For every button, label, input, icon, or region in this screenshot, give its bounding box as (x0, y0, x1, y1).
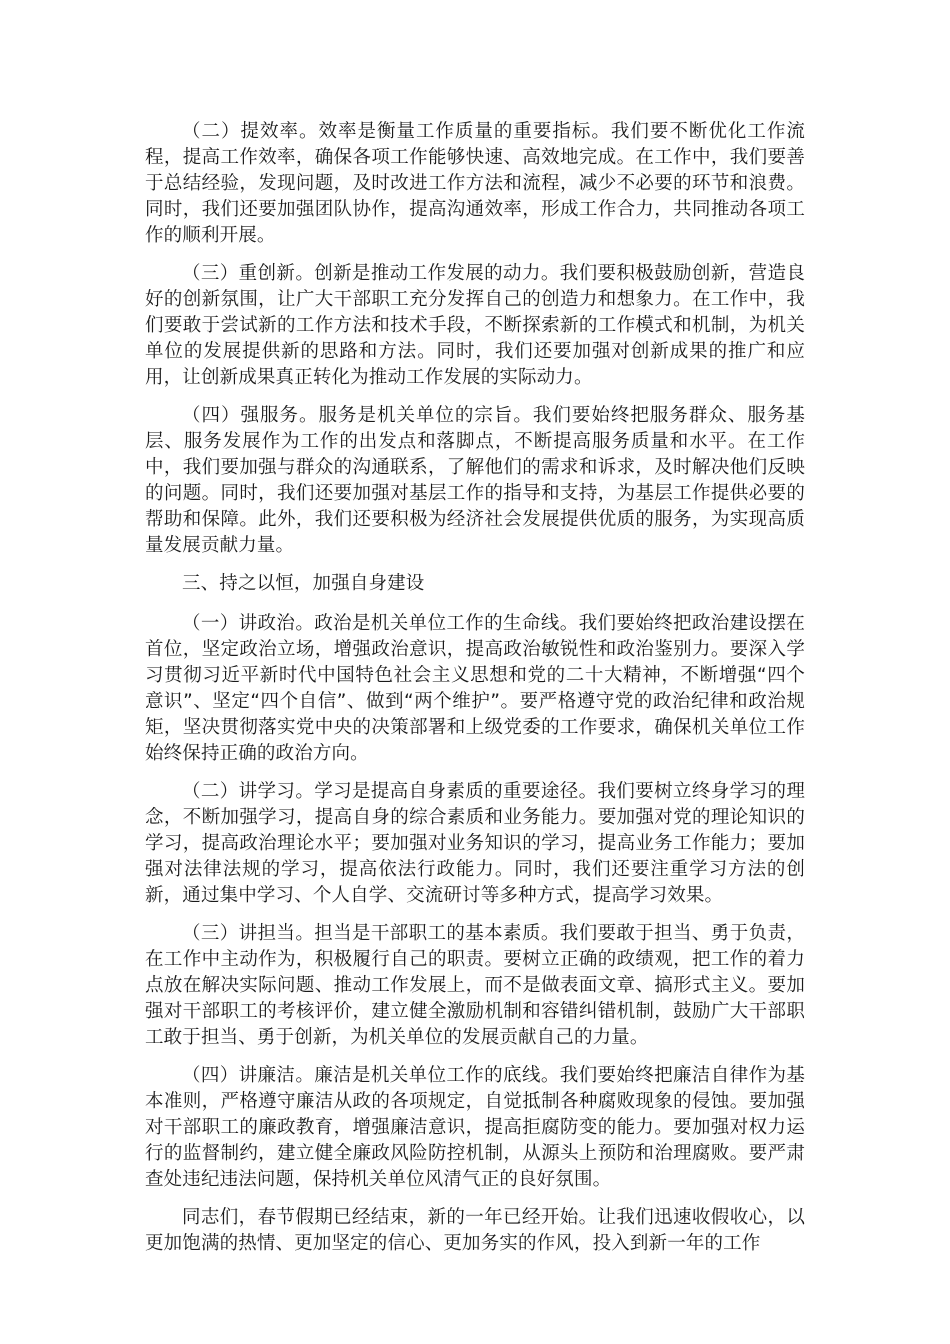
paragraph-responsibility: （三）讲担当。担当是干部职工的基本素质。我们要敢于担当、勇于负责，在工作中主动作为，积极履行自己的职责。要树立正确的政绩观，把工作的着力点放在解决实际问题、推动工作发展上，而不是做表面文章、搞形式主义。要加强对干部职工的考核评价，建立健全激励机制和容错纠错机制，鼓励广大干部职工敢于担当、勇于创新，为机关单位的发展贡献自己的力量。 (145, 923, 805, 1048)
paragraph-innovation: （三）重创新。创新是推动工作发展的动力。我们要积极鼓励创新，营造良好的创新氛围，让广大干部职工充分发挥自己的创造力和想象力。在工作中，我们要敢于尝试新的工作方法和技术手段，不断探索新的工作模式和机制，为机关单位的发展提供新的思路和方法。同时，我们还要加强对创新成果的推广和应用，让创新成果真正转化为推动工作发展的实际动力。 (145, 263, 805, 388)
paragraph-integrity: （四）讲廉洁。廉洁是机关单位工作的底线。我们要始终把廉洁自律作为基本准则，严格遵守廉洁从政的各项规定，自觉抵制各种腐败现象的侵蚀。要加强对干部职工的廉政教育，增强廉洁意识，提高拒腐防变的能力。要加强对权力运行的监督制约，建立健全廉政风险防控机制，从源头上预防和治理腐败。要严肃查处违纪违法问题，保持机关单位风清气正的良好氛围。 (145, 1065, 805, 1190)
paragraph-learning: （二）讲学习。学习是提高自身素质的重要途径。我们要树立终身学习的理念，不断加强学习，提高自身的综合素质和业务能力。要加强对党的理论知识的学习，提高政治理论水平；要加强对业务知识的学习，提高业务工作能力；要加强对法律法规的学习，提高依法行政能力。同时，我们还要注重学习方法的创新，通过集中学习、个人自学、交流研讨等多种方式，提高学习效果。 (145, 781, 805, 906)
paragraph-service: （四）强服务。服务是机关单位的宗旨。我们要始终把服务群众、服务基层、服务发展作为工作的出发点和落脚点，不断提高服务质量和水平。在工作中，我们要加强与群众的沟通联系，了解他们的需求和诉求，及时解决他们反映的问题。同时，我们还要加强对基层工作的指导和支持，为基层工作提供必要的帮助和保障。此外，我们还要积极为经济社会发展提供优质的服务，为实现高质量发展贡献力量。 (145, 405, 805, 556)
paragraph-closing: 同志们，春节假期已经结束，新的一年已经开始。让我们迅速收假收心，以更加饱满的热情、更加坚定的信心、更加务实的作风，投入到新一年的工作 (145, 1207, 805, 1254)
document-body (145, 119, 805, 1269)
section-heading-self-building: 三、持之以恒，加强自身建设 (182, 573, 425, 594)
paragraph-politics: （一）讲政治。政治是机关单位工作的生命线。我们要始终把政治建设摆在首位，坚定政治立场，增强政治意识，提高政治敏锐性和政治鉴别力。要深入学习贯彻习近平新时代中国特色社会主义思想和党的二十大精神，不断增强“四个意识”、坚定“四个自信”、做到“两个维护”。要严格遵守党的政治纪律和政治规矩，坚决贯彻落实党中央的决策部署和上级党委的工作要求，确保机关单位工作始终保持正确的政治方向。 (145, 613, 805, 764)
paragraph-efficiency: （二）提效率。效率是衡量工作质量的重要指标。我们要不断优化工作流程，提高工作效率，确保各项工作能够快速、高效地完成。在工作中，我们要善于总结经验，发现问题，及时改进工作方法和流程，减少不必要的环节和浪费。同时，我们还要加强团队协作，提高沟通效率，形成工作合力，共同推动各项工作的顺利开展。 (145, 121, 805, 246)
